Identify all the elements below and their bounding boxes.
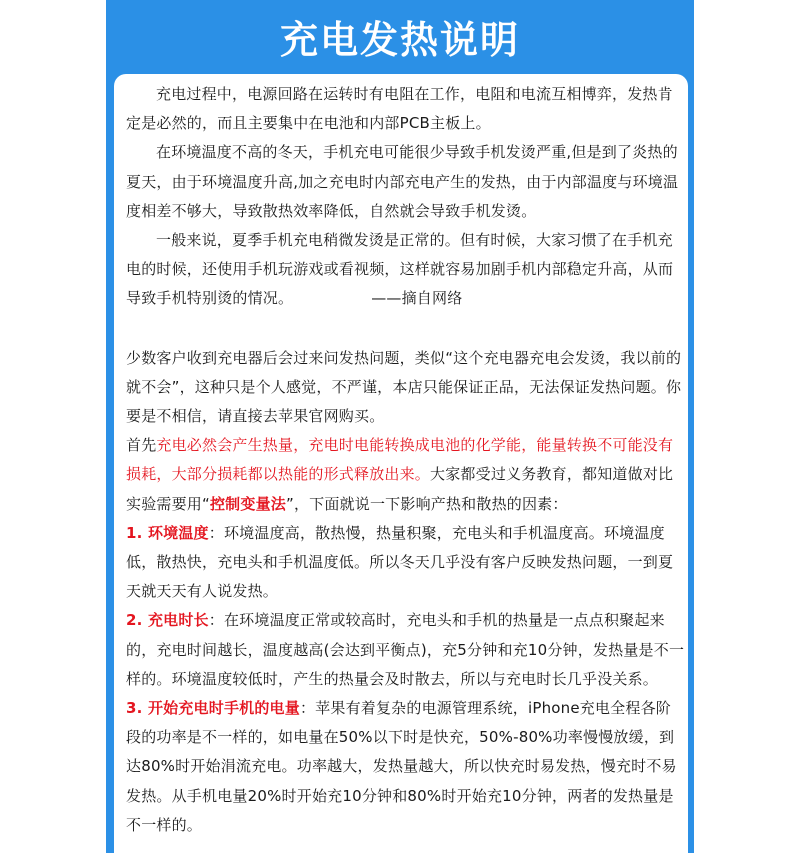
notice-emphasis: 充电必然会产生热量，充电时电能转换成电池的化学能，能量转换不可能没有损耗，大部分损耗都以热能的形式释放出来。 xyxy=(126,436,674,484)
paragraph-gap xyxy=(126,314,686,344)
control-variable-method: 控制变量法 xyxy=(209,494,286,513)
notice-paragraph-1: 少数客户收到充电器后会过来问发热问题，类似“这个充电器充电会发烫，我以前的就不会”，这种只是个人感觉，不严谨，本店只能保证正品，无法保证发热问题。你要是不相信，请直接去苹果官网购买。 xyxy=(126,348,682,426)
notice-end: ”，下面就说一下影响产热和散热的因素： xyxy=(286,494,568,513)
factor-item xyxy=(126,519,686,607)
page-title: 充电发热说明 xyxy=(279,18,520,62)
factor-label: 2. 充电时长 xyxy=(126,611,209,630)
intro-paragraph-3-text: 一般来说，夏季手机充电稍微发烫是正常的。但有时候，大家习惯了在手机充电的时候，还使用手机玩游戏或看视频，这样就容易加剧手机内部稳定升高，从而导致手机特别烫的情况。 xyxy=(126,231,674,308)
info-panel xyxy=(106,0,694,853)
notice-lead: 首先 xyxy=(126,436,157,455)
factor-label: 1. 环境温度 xyxy=(126,523,209,542)
article-body xyxy=(126,80,686,840)
factor-item xyxy=(126,606,686,694)
intro-paragraph-3 xyxy=(126,226,686,314)
factor-text: ：苹果有着复杂的电源管理系统，iPhone充电全程各阶段的功率是不一样的，如电量在50%以下时是快充，50%-80%功率慢慢放缓，到达80%时开始涓流充电。功率越大，发热量越大，所以快充时易发热，慢充时不易发热。从手机电量20%时开始充10分钟和80%时开始充10分钟，两者的发热量是不一样的。 xyxy=(126,699,677,834)
factor-item xyxy=(126,694,686,840)
factor-label: 3. 开始充电时手机的电量 xyxy=(126,699,300,718)
content-card xyxy=(114,74,688,853)
notice-middle: 大家都受过义务教育，都知道做对比实验需要用“ xyxy=(126,465,674,513)
source-attribution: ——摘自网络 xyxy=(371,289,463,308)
factor-text: ：环境温度高，散热慢，热量积聚，充电头和手机温度高。环境温度低，散热快，充电头和手机温度低。所以冬天几乎没有客户反映发热问题，一到夏天就天天有人说发热。 xyxy=(126,523,674,601)
intro-paragraph-1: 充电过程中，电源回路在运转时有电阻在工作，电阻和电流互相博弈，发热肯定是必然的，而且主要集中在电池和内部PCB主板上。 xyxy=(126,85,673,133)
factor-text: ：在环境温度正常或较高时，充电头和手机的热量是一点点积聚起来的，充电时间越长，温度越高(会达到平衡点)，充5分钟和充10分钟，发热量是不一样的。环境温度较低时，产生的热量会及时散去，所以与充电时长几乎没关系。 xyxy=(126,611,685,688)
notice-paragraph-2 xyxy=(126,431,686,519)
intro-paragraph-2: 在环境温度不高的冬天，手机充电可能很少导致手机发烫严重,但是到了炎热的夏天，由于环境温度升高,加之充电时内部充电产生的发热，由于内部温度与环境温度相差不够大，导致散热效率降低，自然就会导致手机发烫。 xyxy=(126,143,679,220)
